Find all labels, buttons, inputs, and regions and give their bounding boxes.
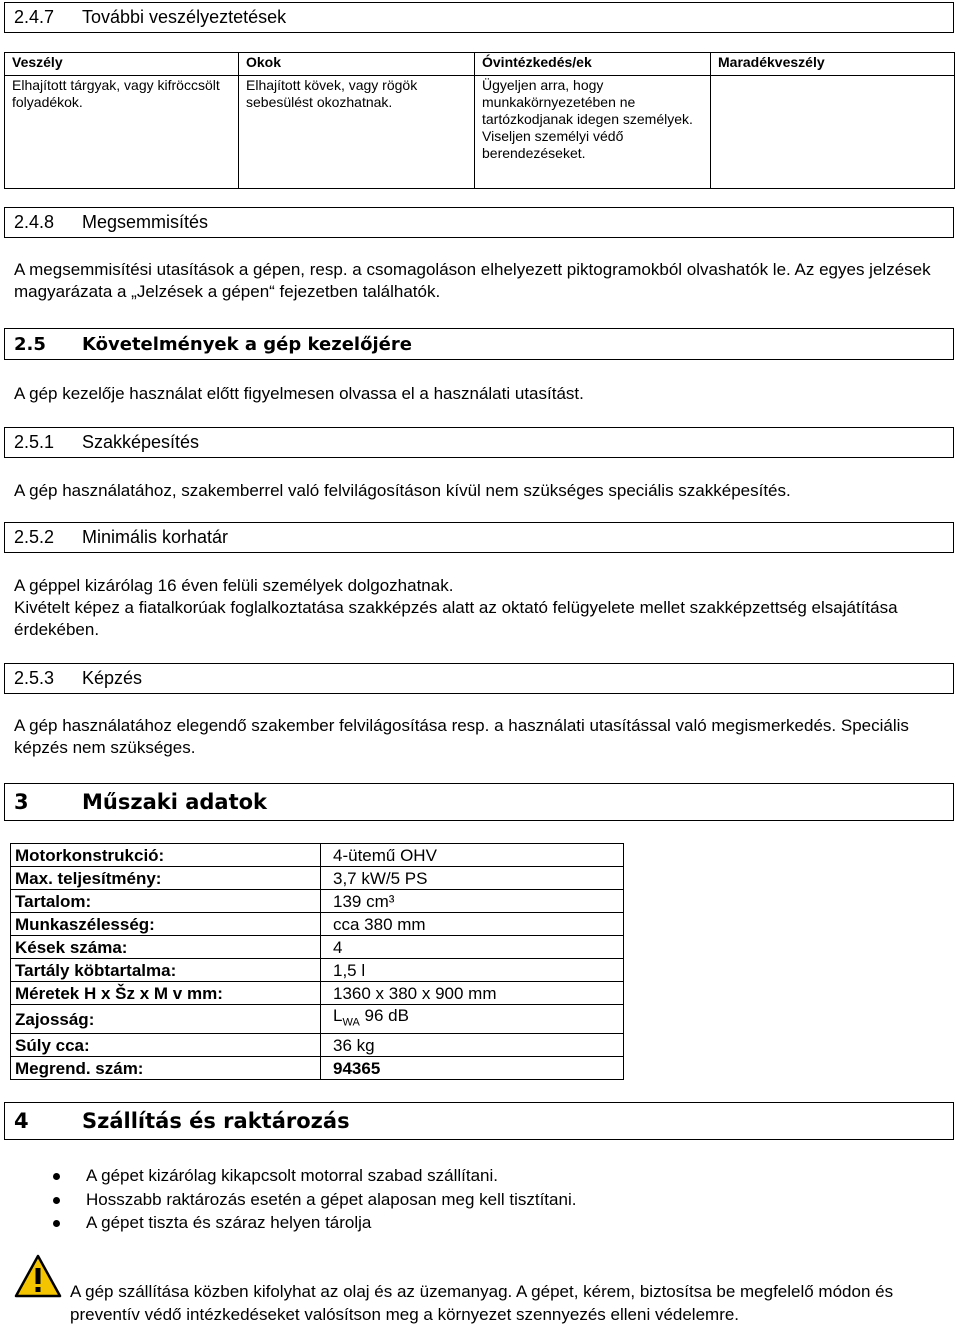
bullet-icon [53, 1220, 60, 1227]
section-number: 2.5.3 [14, 668, 55, 688]
section-2-4-8-text: A megsemmisítési utasítások a gépen, resp. a csomagoláson elhelyezett piktogramokból olvashatók le. Az egyes jelzések magyarázata a „Jelzések a gépen“ fejezetben találhatók. [14, 260, 931, 301]
column-header: Óvintézkedés/ek [475, 53, 711, 76]
list-item [46, 1164, 576, 1188]
section-title: Képzés [82, 668, 143, 688]
spec-value: 4-ütemű OHV [321, 844, 624, 867]
section-2-5-2-text: Kivételt képez a fiatalkorúak foglalkoztatása szakképzés alatt az oktató felügyelete mellet szakképzettség elsajátítása érdekében. [14, 598, 898, 639]
table-header-row [5, 53, 955, 76]
spec-value-rest: 96 dB [359, 1006, 409, 1025]
spec-value: 1,5 l [321, 959, 624, 982]
table-row [11, 1005, 624, 1034]
spec-value-main: L [333, 1006, 343, 1025]
table-row [11, 1034, 624, 1057]
spec-label: Méretek H x Šz x M v mm: [11, 982, 321, 1005]
section-4-header [4, 1102, 954, 1140]
section-number: 3 [14, 790, 29, 814]
list-item-text: Hosszabb raktározás esetén a gépet alaposan meg kell tisztítani. [86, 1189, 577, 1209]
spec-label: Motorkonstrukció: [11, 844, 321, 867]
list-item [46, 1211, 576, 1235]
section-2-5-2-text: A géppel kizárólag 16 éven felüli személyek dolgozhatnak. [14, 576, 454, 595]
spec-label: Súly cca: [11, 1034, 321, 1057]
table-cell: Elhajított tárgyak, vagy kifröccsölt folyadékok. [5, 76, 239, 189]
spec-label: Max. teljesítmény: [11, 867, 321, 890]
spec-value: 139 cm³ [321, 890, 624, 913]
section-2-5-3-text: A gép használatához elegendő szakember felvilágosítása resp. a használati utasítással való megismerkedés. Speciális képzés nem szükséges. [14, 716, 909, 757]
spec-label: Kések száma: [11, 936, 321, 959]
table-row [11, 959, 624, 982]
spec-value: 3,7 kW/5 PS [321, 867, 624, 890]
section-title: Minimális korhatár [82, 527, 229, 547]
section-2-4-7-header [4, 2, 954, 33]
section-title: Szakképesítés [82, 432, 200, 452]
section-3-header [4, 783, 954, 821]
section-number: 2.4.7 [14, 7, 55, 27]
table-row [5, 76, 955, 189]
table-cell: Ügyeljen arra, hogy munkakörnyezetében ne tartózkodjanak idegen személyek. Viseljen személyi védő berendezéseket. [475, 76, 711, 189]
warning-icon [14, 1254, 62, 1298]
section-title: További veszélyeztetések [82, 7, 287, 27]
section-number: 4 [14, 1109, 29, 1133]
column-header: Maradékveszély [711, 53, 955, 76]
section-title: Műszaki adatok [82, 790, 268, 814]
section-number: 2.5 [14, 333, 46, 355]
bullet-icon [53, 1173, 60, 1180]
list-item-text: A gépet tiszta és száraz helyen tárolja [86, 1213, 372, 1232]
spec-value: 36 kg [321, 1034, 624, 1057]
section-number: 2.5.2 [14, 527, 55, 547]
specs-table [10, 843, 624, 1080]
section-number: 2.4.8 [14, 212, 55, 232]
bullet-icon [53, 1197, 60, 1204]
section-title: Szállítás és raktározás [82, 1109, 350, 1133]
spec-label: Tartalom: [11, 890, 321, 913]
table-row [11, 913, 624, 936]
list-item-text: A gépet kizárólag kikapcsolt motorral szabad szállítani. [86, 1166, 498, 1185]
hazard-table [4, 52, 955, 189]
table-cell [711, 76, 955, 189]
spec-label: Megrend. szám: [11, 1057, 321, 1080]
spec-value: 1360 x 380 x 900 mm [321, 982, 624, 1005]
section-title: Követelmények a gép kezelőjére [82, 333, 412, 355]
list-item [46, 1188, 576, 1212]
table-row [11, 1057, 624, 1080]
table-row [11, 844, 624, 867]
table-row [11, 936, 624, 959]
column-header: Okok [239, 53, 475, 76]
spec-value: 94365 [321, 1057, 624, 1080]
table-row [11, 982, 624, 1005]
section-number: 2.5.1 [14, 432, 55, 452]
column-header: Veszély [5, 53, 239, 76]
table-cell: Elhajított kövek, vagy rögök sebesülést okozhatnak. [239, 76, 475, 189]
table-row [11, 867, 624, 890]
spec-label: Munkaszélesség: [11, 913, 321, 936]
section-2-5-1-text: A gép használatához, szakemberrel való felvilágosításon kívül nem szükséges speciális szakképesítés. [14, 481, 791, 500]
section-2-5-text: A gép kezelője használat előtt figyelmesen olvassa el a használati utasítást. [14, 384, 584, 403]
section-title: Megsemmisítés [82, 212, 209, 232]
section-2-5-2-header [4, 522, 954, 553]
spec-value [321, 1005, 624, 1034]
table-row [11, 890, 624, 913]
spec-value: cca 380 mm [321, 913, 624, 936]
warning-text: A gép szállítása közben kifolyhat az olaj és az üzemanyag. A gépet, kérem, biztosítsa be megfelelő módon és preventív védő intézkedéseket valósítson meg a környezet szennyezés elleni védelemre. [70, 1282, 894, 1324]
section-2-5-3-header [4, 663, 954, 694]
section-2-4-8-header [4, 207, 954, 238]
spec-value-subscript: WA [342, 1016, 360, 1029]
bullet-list [46, 1164, 576, 1235]
spec-value: 4 [321, 936, 624, 959]
section-2-5-1-header [4, 427, 954, 458]
spec-label: Zajosság: [11, 1005, 321, 1034]
spec-label: Tartály köbtartalma: [11, 959, 321, 982]
section-2-5-header [4, 328, 954, 360]
